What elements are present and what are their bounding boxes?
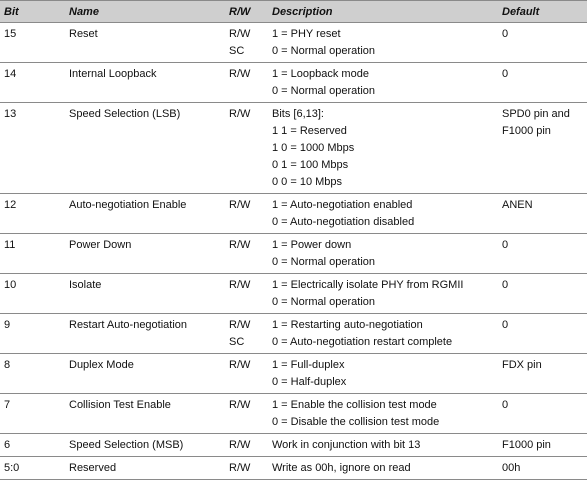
header-name: Name [67, 1, 225, 23]
cell-default [498, 457, 587, 480]
cell-rw [225, 63, 268, 103]
default-line: 0 [502, 68, 509, 80]
default-line: FDX pin [502, 359, 542, 371]
cell-rw [225, 194, 268, 234]
rw-line: SC [229, 336, 245, 348]
cell-default [498, 434, 587, 457]
default-line: ANEN [502, 199, 533, 211]
cell-rw [225, 434, 268, 457]
table-row [0, 194, 587, 234]
rw-line: R/W [229, 359, 251, 371]
cell-description [268, 103, 498, 194]
rw-line: R/W [229, 439, 251, 451]
cell-name: Internal Loopback [67, 63, 225, 103]
default-line: 00h [502, 462, 521, 474]
default-line: 0 [502, 239, 509, 251]
description-line: 1 = Full-duplex [272, 359, 345, 371]
cell-name: Duplex Mode [67, 354, 225, 394]
cell-description [268, 354, 498, 394]
default-line: 0 [502, 279, 509, 291]
rw-line: SC [229, 45, 245, 57]
cell-bit: 13 [0, 103, 67, 194]
default-line: 0 [502, 399, 509, 411]
cell-name: Reserved [67, 457, 225, 480]
description-line: 0 0 = 10 Mbps [272, 176, 343, 188]
cell-rw [225, 314, 268, 354]
table-row [0, 434, 587, 457]
table-row [0, 234, 587, 274]
cell-default [498, 63, 587, 103]
cell-description [268, 274, 498, 314]
cell-rw [225, 457, 268, 480]
cell-rw [225, 274, 268, 314]
rw-line: R/W [229, 68, 251, 80]
cell-description [268, 394, 498, 434]
cell-bit: 7 [0, 394, 67, 434]
description-line: 0 = Normal operation [272, 85, 376, 97]
table-row [0, 274, 587, 314]
cell-default [498, 314, 587, 354]
cell-default [498, 103, 587, 194]
description-line: 0 = Half-duplex [272, 376, 347, 388]
description-line: 1 = Enable the collision test mode [272, 399, 437, 411]
rw-line: R/W [229, 199, 251, 211]
header-rw: R/W [225, 1, 268, 23]
cell-bit: 12 [0, 194, 67, 234]
cell-description [268, 63, 498, 103]
description-line: 0 1 = 100 Mbps [272, 159, 349, 171]
cell-name: Auto-negotiation Enable [67, 194, 225, 234]
cell-rw [225, 354, 268, 394]
cell-name: Power Down [67, 234, 225, 274]
cell-bit: 11 [0, 234, 67, 274]
cell-rw [225, 234, 268, 274]
table-row [0, 314, 587, 354]
cell-name: Reset [67, 23, 225, 63]
table-row [0, 103, 587, 194]
description-line: 1 = Electrically isolate PHY from RGMII [272, 279, 464, 291]
cell-description [268, 234, 498, 274]
cell-description [268, 314, 498, 354]
default-line: 0 [502, 319, 509, 331]
cell-bit: 5:0 [0, 457, 67, 480]
description-line: 0 = Auto-negotiation restart complete [272, 336, 453, 348]
rw-line: R/W [229, 28, 251, 40]
description-line: 1 = Auto-negotiation enabled [272, 199, 413, 211]
cell-default [498, 394, 587, 434]
cell-description [268, 23, 498, 63]
table-row [0, 354, 587, 394]
cell-bit: 14 [0, 63, 67, 103]
default-line: F1000 pin [502, 439, 551, 451]
table-row [0, 63, 587, 103]
header-bit: Bit [0, 1, 67, 23]
cell-description [268, 457, 498, 480]
description-line: Work in conjunction with bit 13 [272, 439, 421, 451]
cell-default [498, 354, 587, 394]
header-default: Default [498, 1, 587, 23]
cell-rw [225, 394, 268, 434]
description-line: 1 = PHY reset [272, 28, 341, 40]
cell-default [498, 274, 587, 314]
description-line: 1 = Restarting auto-negotiation [272, 319, 423, 331]
cell-description [268, 194, 498, 234]
cell-name: Restart Auto-negotiation [67, 314, 225, 354]
description-line: 1 0 = 1000 Mbps [272, 142, 355, 154]
cell-rw [225, 103, 268, 194]
cell-description [268, 434, 498, 457]
header-row [0, 1, 587, 23]
cell-name: Speed Selection (LSB) [67, 103, 225, 194]
description-line: 1 = Loopback mode [272, 68, 369, 80]
rw-line: R/W [229, 108, 251, 120]
cell-bit: 9 [0, 314, 67, 354]
cell-name: Speed Selection (MSB) [67, 434, 225, 457]
description-line: 0 = Disable the collision test mode [272, 416, 440, 428]
description-line: Bits [6,13]: [272, 108, 324, 120]
cell-bit: 8 [0, 354, 67, 394]
header-description: Description [268, 1, 498, 23]
table-row [0, 23, 587, 63]
cell-default [498, 194, 587, 234]
rw-line: R/W [229, 279, 251, 291]
cell-default [498, 234, 587, 274]
rw-line: R/W [229, 239, 251, 251]
table-row [0, 457, 587, 480]
description-line: 0 = Auto-negotiation disabled [272, 216, 415, 228]
cell-bit: 10 [0, 274, 67, 314]
rw-line: R/W [229, 399, 251, 411]
cell-name: Isolate [67, 274, 225, 314]
description-line: 0 = Normal operation [272, 45, 376, 57]
rw-line: R/W [229, 462, 251, 474]
cell-rw [225, 23, 268, 63]
default-line: SPD0 pin and [502, 108, 570, 120]
description-line: Write as 00h, ignore on read [272, 462, 411, 474]
table-header [0, 1, 587, 23]
default-line: F1000 pin [502, 125, 551, 137]
cell-bit: 6 [0, 434, 67, 457]
description-line: 0 = Normal operation [272, 296, 376, 308]
default-line: 0 [502, 28, 509, 40]
description-line: 0 = Normal operation [272, 256, 376, 268]
cell-name: Collision Test Enable [67, 394, 225, 434]
cell-bit: 15 [0, 23, 67, 63]
rw-line: R/W [229, 319, 251, 331]
description-line: 1 1 = Reserved [272, 125, 347, 137]
description-line: 1 = Power down [272, 239, 352, 251]
table-row [0, 394, 587, 434]
cell-default [498, 23, 587, 63]
